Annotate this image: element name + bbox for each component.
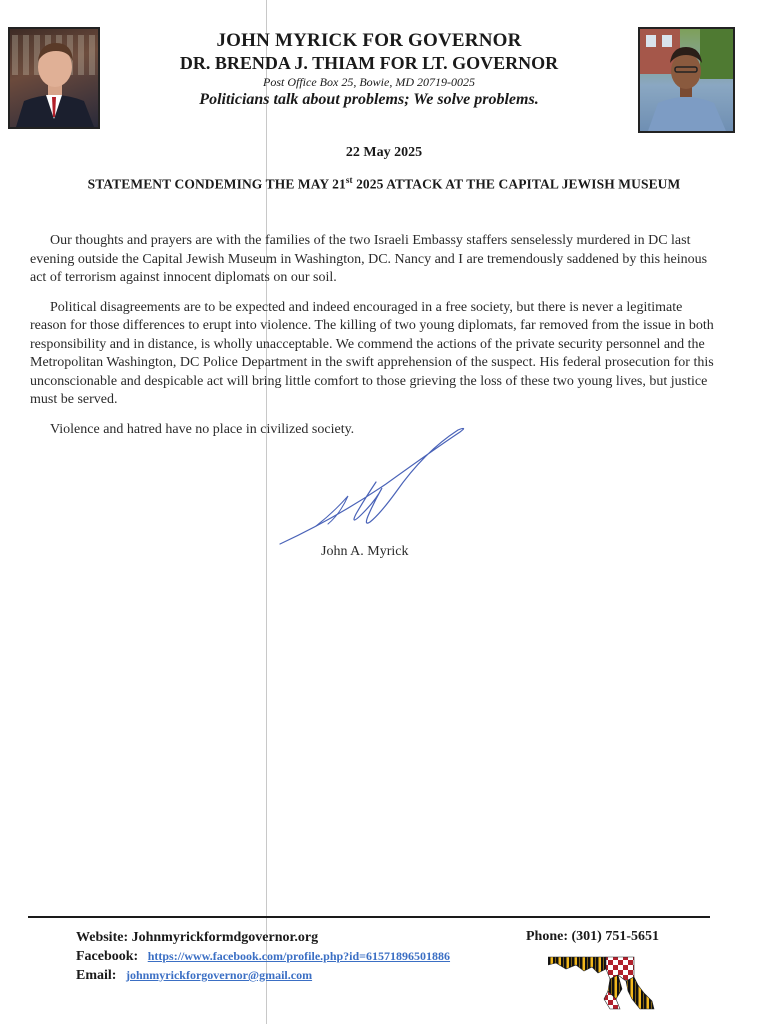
signer-name: John A. Myrick — [321, 544, 409, 559]
handwritten-signature — [276, 422, 466, 547]
phone-number: Phone: (301) 751-5651 — [526, 929, 659, 944]
candidate-photo-right — [638, 27, 735, 133]
body-paragraph-3: Violence and hatred have no place in civilized society. — [50, 421, 355, 437]
facebook-label: Facebook: — [76, 949, 139, 964]
candidate-photo-left — [8, 27, 100, 129]
footer-contact — [76, 929, 450, 985]
email-label: Email: — [76, 968, 117, 983]
campaign-address: Post Office Box 25, Bowie, MD 20719-0025 — [263, 75, 475, 89]
portrait-illustration — [10, 29, 98, 127]
maryland-flag-map-icon — [548, 955, 658, 1011]
statement-title-prefix: STATEMENT CONDEMING THE MAY 21 — [87, 176, 346, 192]
website-label: Website: — [76, 930, 129, 945]
website-row — [76, 929, 450, 947]
email-row — [76, 966, 450, 985]
facebook-link[interactable]: https://www.facebook.com/profile.php?id=61571896501886 — [147, 949, 451, 963]
body-paragraph-1: Our thoughts and prayers are with the families of the two Israeli Embassy staffers senselessly murdered in DC last evening outside the Capital Jewish Museum in Washington, DC. Nancy and I are tremendously saddened by this heinous act of terrorism against innocent diplomats on our soil. — [30, 233, 708, 285]
campaign-lt-governor-title: DR. BRENDA J. THIAM FOR LT. GOVERNOR — [179, 53, 559, 73]
letterhead — [100, 30, 638, 110]
statement-body — [30, 232, 716, 450]
body-paragraph-2: Political disagreements are to be expected and indeed encouraged in a free society, but there is never a legitimate reason for those differences to erupt into violence. The killing of two young diplomats, far removed from the issue in both responsibility and in distance, is wholly unacceptable. We commend the actions of the private security personnel and the Metropolitan Washington, DC Police Department in the swift apprehension of the suspect. His federal prosecution for this unconscionable and despicable act will bring little comfort to those grieving the loss of these two young lives, but justice must be served. — [30, 299, 714, 407]
statement-title-ordinal: st — [345, 175, 353, 185]
campaign-slogan: Politicians talk about problems; We solve problems. — [199, 91, 539, 108]
campaign-governor-title: JOHN MYRICK FOR GOVERNOR — [216, 30, 522, 51]
portrait-illustration — [640, 29, 733, 131]
facebook-row — [76, 947, 450, 966]
statement-title-rest: 2025 ATTACK AT THE CAPITAL JEWISH MUSEUM — [352, 176, 681, 192]
statement-title — [0, 175, 768, 193]
website-value: Johnmyrickformdgovernor.org — [131, 930, 319, 945]
statement-date: 22 May 2025 — [345, 145, 423, 160]
footer-divider — [28, 916, 710, 918]
email-link[interactable]: johnmyrickforgovernor@gmail.com — [125, 968, 313, 982]
